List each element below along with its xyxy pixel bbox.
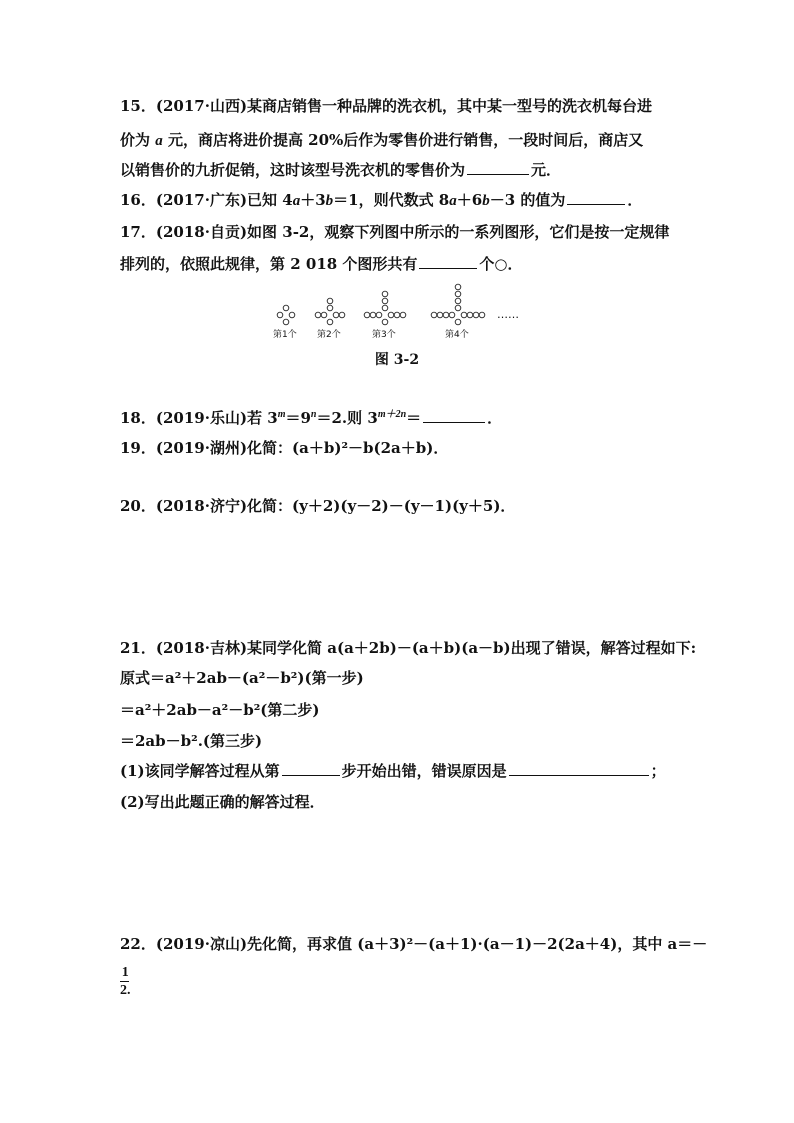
pattern-figure-2 [315,298,345,325]
figure-caption: 图 3-2 [374,352,420,368]
problem-18-text: ． [487,409,503,427]
problem-15-line-1: 15．(2017·山西)某商店销售一种品牌的洗衣机，其中某一型号的洗衣机每台进 [120,97,653,115]
problem-22-line-1: 22．(2019·凉山)先化简，再求值 (a＋3)²－(a＋1)·(a－1)－2(2a＋4)，其中 a＝－ [120,935,708,953]
exponent-n: n [310,409,317,420]
problem-15-text: 以销售价的九折促销，这时该型号洗衣机的零售价为 [120,161,466,179]
problem-20: 20．(2018·济宁)化简：(y＋2)(y－2)－(y－1)(y＋5)． [120,497,516,515]
problem-16-text: －3 的值为 [489,191,566,209]
problem-18-text: ＝ [406,409,422,427]
exponent-m-plus-2n: m＋2n [377,409,407,420]
variable-a: a [155,133,163,149]
answer-blank[interactable] [423,408,485,423]
problem-16-text: ． [627,191,643,209]
problem-21-step-2: ＝a²＋2ab－a²－b²(第二步) [120,701,320,719]
problem-17-text: 个○． [479,255,523,273]
problem-19: 19．(2019·湖州)化简：(a＋b)²－b(2a＋b)． [120,439,449,457]
problem-21-text: (1)该同学解答过程从第 [120,762,280,780]
problem-15-text: 价为 [120,131,156,149]
answer-blank[interactable] [509,761,649,776]
figure-label-4: 第4个 [445,330,469,340]
problem-18-text: ＝2.则 3 [316,409,378,427]
problem-18-text: 18．(2019·乐山)若 3 [120,409,278,427]
pattern-figure-1 [277,305,295,325]
problem-15-text: 元． [531,161,562,179]
problem-15-text: 元，商店将进价提高 20%后作为零售价进行销售，一段时间后，商店又 [162,131,644,149]
problem-17-line-1: 17．(2018·自贡)如图 3-2，观察下列图中所示的一系列图形，它们是按一定规律 [120,223,670,241]
problem-21-line-1: 21．(2018·吉林)某同学化简 a(a＋2b)－(a＋b)(a－b)出现了错误，解答过程如下: [120,639,697,657]
problem-21-question-1 [120,761,684,781]
problem-16-text: ＋3 [300,191,326,209]
problem-18-text: ＝9 [285,409,311,427]
answer-blank[interactable] [282,761,340,776]
pattern-figure-3 [364,291,406,325]
figure-label-2: 第2个 [317,330,341,340]
figure-circle-pattern [0,0,794,360]
problem-16-text: ＋6 [456,191,483,209]
fraction-one-half [120,965,131,998]
fraction-denominator [120,983,131,998]
fraction-numerator: 1 [121,965,129,980]
figure-ellipsis: …… [497,308,519,321]
exponent-m: m [277,409,286,420]
problem-16-text: ＝1，则代数式 8 [333,191,450,209]
problem-21-step-1: 原式＝a²＋2ab－(a²－b²)(第一步) [120,669,364,687]
problem-18 [120,408,684,428]
figure-label-1: 第1个 [273,330,297,340]
problem-21-text: 步开始出错，错误原因是 [341,762,507,780]
problem-21-question-2: (2)写出此题正确的解答过程． [120,793,325,811]
problem-21-step-3: ＝2ab－b².(第三步) [120,732,263,750]
problem-17-text: 排列的，依照此规律，第 2 018 个图形共有 [120,255,418,273]
problem-16: 16．(2017·广东)已知 4a＋3b＝1，则代数式 8a＋6b－3 的值为 ． [120,191,643,209]
fraction-period: . [127,983,131,998]
problem-16-text: 16．(2017·广东)已知 4 [120,191,293,209]
figure-label-3: 第3个 [372,330,396,340]
fraction-denominator-value: 2 [120,983,127,998]
pattern-figure-4 [431,284,485,325]
problem-21-text: ； [650,762,666,780]
fraction-bar [120,981,129,982]
